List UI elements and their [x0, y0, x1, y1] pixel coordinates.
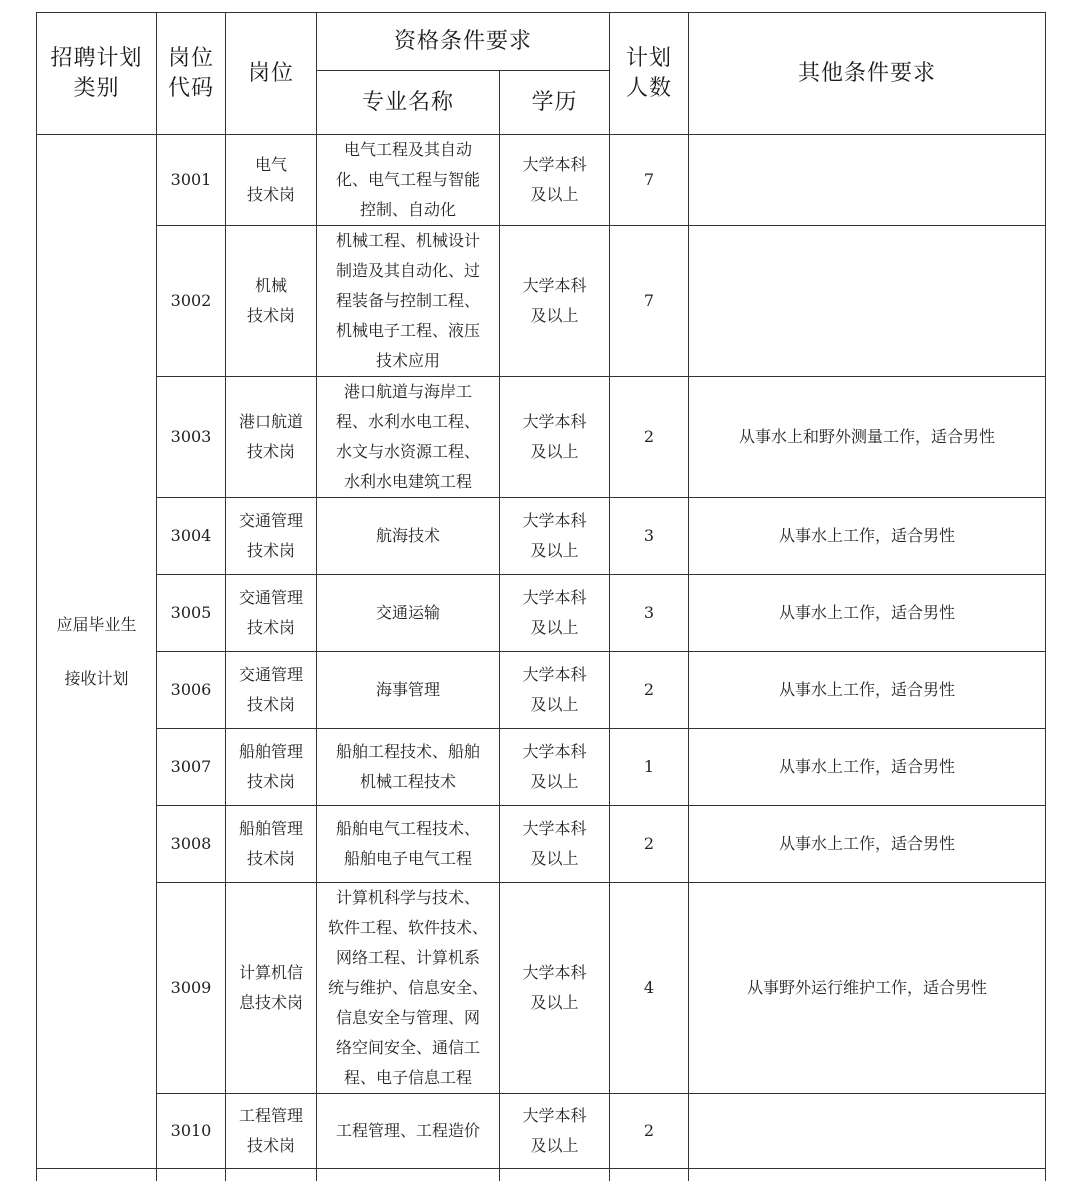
row-education: 大学本科 及以上: [500, 652, 610, 729]
row-code: 3002: [157, 226, 226, 377]
row-code: 3003: [157, 377, 226, 498]
row-education: 大学本科 及以上: [500, 806, 610, 883]
row-count: 7: [610, 135, 689, 226]
row-other: 从事水上工作，适合男性: [689, 729, 1046, 806]
header-qualification: 资格条件要求: [317, 13, 610, 71]
table-row: [37, 575, 1046, 652]
row-other: 从事水上工作，适合男性: [689, 652, 1046, 729]
row-count: 2: [610, 806, 689, 883]
row-code: 3006: [157, 652, 226, 729]
table-row: [37, 883, 1046, 1094]
header-category: 招聘计划 类别: [37, 13, 157, 135]
row-code: 3001: [157, 135, 226, 226]
row-major: 电气工程及其自动 化、电气工程与智能 控制、自动化: [317, 135, 500, 226]
row-major: 计算机科学与技术、 软件工程、软件技术、 网络工程、计算机系 统与维护、信息安全、 信息安全与管理、网 络空间安全、通信工 程、电子信息工程: [317, 883, 500, 1094]
header-count: 计划 人数: [610, 13, 689, 135]
recruitment-table: [36, 12, 1046, 1181]
table-row: [37, 729, 1046, 806]
row-code: 3009: [157, 883, 226, 1094]
row-position: 船舶管理 技术岗: [226, 806, 317, 883]
row-education: 大学本科 及以上: [500, 883, 610, 1094]
row-education: 大学本科 及以上: [500, 135, 610, 226]
row-position: 船舶管理 技术岗: [226, 729, 317, 806]
row-count: 3: [610, 498, 689, 575]
row-position: 交通管理 技术岗: [226, 498, 317, 575]
row-code: 3010: [157, 1094, 226, 1169]
row-code: 3007: [157, 729, 226, 806]
row-other: 从事水上工作，适合男性: [689, 806, 1046, 883]
row-other: 从事野外运行维护工作，适合男性: [689, 883, 1046, 1094]
row-count: 1: [610, 729, 689, 806]
row-count: 3: [610, 575, 689, 652]
table-row: [37, 498, 1046, 575]
row-position: 港口航道 技术岗: [226, 377, 317, 498]
row-code: 3004: [157, 498, 226, 575]
row-education: 大学本科 及以上: [500, 226, 610, 377]
row-code: 3008: [157, 806, 226, 883]
table-row: [37, 806, 1046, 883]
row-other: [689, 1094, 1046, 1169]
row-major: 船舶工程技术、船舶 机械工程技术: [317, 729, 500, 806]
row-other: 从事水上工作，适合男性: [689, 575, 1046, 652]
row-major: 航海技术: [317, 498, 500, 575]
table-row: [37, 652, 1046, 729]
row-position: 电气 技术岗: [226, 135, 317, 226]
row-other: [689, 135, 1046, 226]
header-other: 其他条件要求: [689, 13, 1046, 135]
table-row: [37, 1094, 1046, 1169]
category-line-2: 接收计划: [64, 668, 129, 688]
header-position: 岗位: [226, 13, 317, 135]
row-position: 交通管理 技术岗: [226, 652, 317, 729]
table-row: [37, 377, 1046, 498]
row-education: 大学本科 及以上: [500, 377, 610, 498]
row-count: 2: [610, 1094, 689, 1169]
row-major: 海事管理: [317, 652, 500, 729]
row-major: 交通运输: [317, 575, 500, 652]
row-education: 大学本科 及以上: [500, 575, 610, 652]
category-cell: [37, 135, 157, 1169]
row-education: 大学本科 及以上: [500, 1094, 610, 1169]
row-other: [689, 226, 1046, 377]
header-code: 岗位 代码: [157, 13, 226, 135]
row-major: 港口航道与海岸工 程、水利水电工程、 水文与水资源工程、 水利水电建筑工程: [317, 377, 500, 498]
row-position: 机械 技术岗: [226, 226, 317, 377]
row-education: 大学本科 及以上: [500, 729, 610, 806]
row-position: 计算机信 息技术岗: [226, 883, 317, 1094]
row-count: 4: [610, 883, 689, 1094]
header-education: 学历: [500, 71, 610, 135]
row-code: 3005: [157, 575, 226, 652]
table-row: [37, 135, 1046, 226]
category-line-1: 应届毕业生: [56, 614, 137, 634]
row-other: 从事水上和野外测量工作，适合男性: [689, 377, 1046, 498]
table-row: [37, 226, 1046, 377]
row-position: 工程管理 技术岗: [226, 1094, 317, 1169]
row-major: 机械工程、机械设计 制造及其自动化、过 程装备与控制工程、 机械电子工程、液压 技术应用: [317, 226, 500, 377]
row-major: 船舶电气工程技术、 船舶电子电气工程: [317, 806, 500, 883]
header-major: 专业名称: [317, 71, 500, 135]
row-major: 工程管理、工程造价: [317, 1094, 500, 1169]
row-count: 2: [610, 652, 689, 729]
table-row-partial: [37, 1169, 1046, 1181]
row-other: 从事水上工作，适合男性: [689, 498, 1046, 575]
row-position: 交通管理 技术岗: [226, 575, 317, 652]
row-count: 7: [610, 226, 689, 377]
row-count: 2: [610, 377, 689, 498]
row-education: 大学本科 及以上: [500, 498, 610, 575]
